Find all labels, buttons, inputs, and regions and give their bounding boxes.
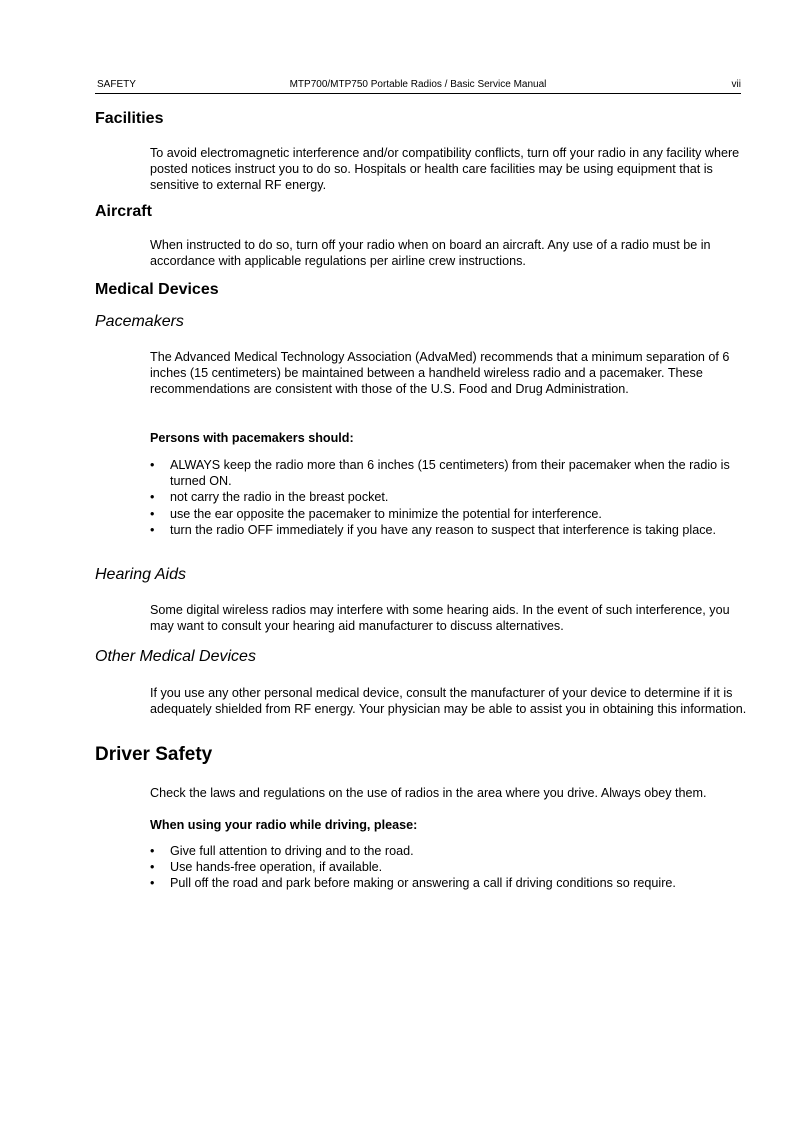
header-manual-title: MTP700/MTP750 Portable Radios / Basic Service Manual [289,79,547,90]
hearing-aids-text: Some digital wireless radios may interfere with some hearing aids. In the event of such interference, you may want to consult your hearing aid manufacturer to discuss alternatives. [150,603,730,634]
subheading-other-medical-devices: Other Medical Devices [95,648,256,665]
list-item [150,489,750,505]
bullet-glyph: • [150,522,155,537]
list-item-text: ALWAYS keep the radio more than 6 inches (15 centimeters) from their pacemaker when the radio is turned ON. [170,458,730,489]
heading-aircraft: Aircraft [95,203,152,220]
pacemakers-list-title: Persons with pacemakers should: [150,431,354,445]
list-item-text: turn the radio OFF immediately if you have any reason to suspect that interference is taking place. [170,522,717,537]
subheading-pacemakers: Pacemakers [95,313,184,330]
list-item [150,506,750,522]
list-item [150,457,750,489]
bullet-glyph: • [150,876,155,891]
bullet-glyph: • [150,844,155,858]
bullet-glyph: • [150,458,155,472]
bullet-glyph: • [150,860,155,875]
list-item [150,875,750,891]
list-item [150,522,750,538]
header-section-name: SAFETY [97,79,136,90]
heading-driver-safety: Driver Safety [95,744,213,765]
other-medical-devices-text: If you use any other personal medical device, consult the manufacturer of your device to determine if it is adequately shielded from RF energy. Your physician may be able to assist you in obtaining this information. [150,686,747,717]
bullet-glyph: • [150,506,155,521]
driver-safety-text: Check the laws and regulations on the use of radios in the area where you drive. Always obey them. [150,786,707,800]
list-item [150,859,750,875]
list-item [150,843,750,859]
facilities-text: To avoid electromagnetic interference and/or compatibility conflicts, turn off your radio in any facility where posted notices instruct you to do so. Hospitals or health care facilities may be using equipment that is sensitive to external RF energy. [150,146,740,193]
page-header [95,79,741,94]
heading-medical-devices: Medical Devices [95,281,219,298]
header-page-number: vii [731,79,741,90]
aircraft-text: When instructed to do so, turn off your radio when on board an aircraft. Any use of a radio must be in accordance with applicable regulations per airline crew instructions. [150,238,711,269]
pacemakers-list [150,457,750,538]
bullet-glyph: • [150,490,155,505]
list-item-text: Pull off the road and park before making or answering a call if driving conditions so require. [170,876,676,891]
subheading-hearing-aids: Hearing Aids [95,566,187,583]
pacemakers-text: The Advanced Medical Technology Association (AdvaMed) recommends that a minimum separation of 6 inches (15 centimeters) be maintained between a handheld wireless radio and a pacemaker. These recommendations are consistent with those of the U.S. Food and Drug Administration. [150,350,730,397]
heading-facilities: Facilities [95,110,164,127]
list-item-text: Use hands-free operation, if available. [170,860,383,875]
list-item-text: not carry the radio in the breast pocket. [170,490,389,505]
list-item-text: use the ear opposite the pacemaker to minimize the potential for interference. [170,506,602,521]
list-item-text: Give full attention to driving and to the road. [170,844,414,858]
driver-safety-list-title: When using your radio while driving, please: [150,818,418,832]
driver-safety-list [150,843,750,892]
